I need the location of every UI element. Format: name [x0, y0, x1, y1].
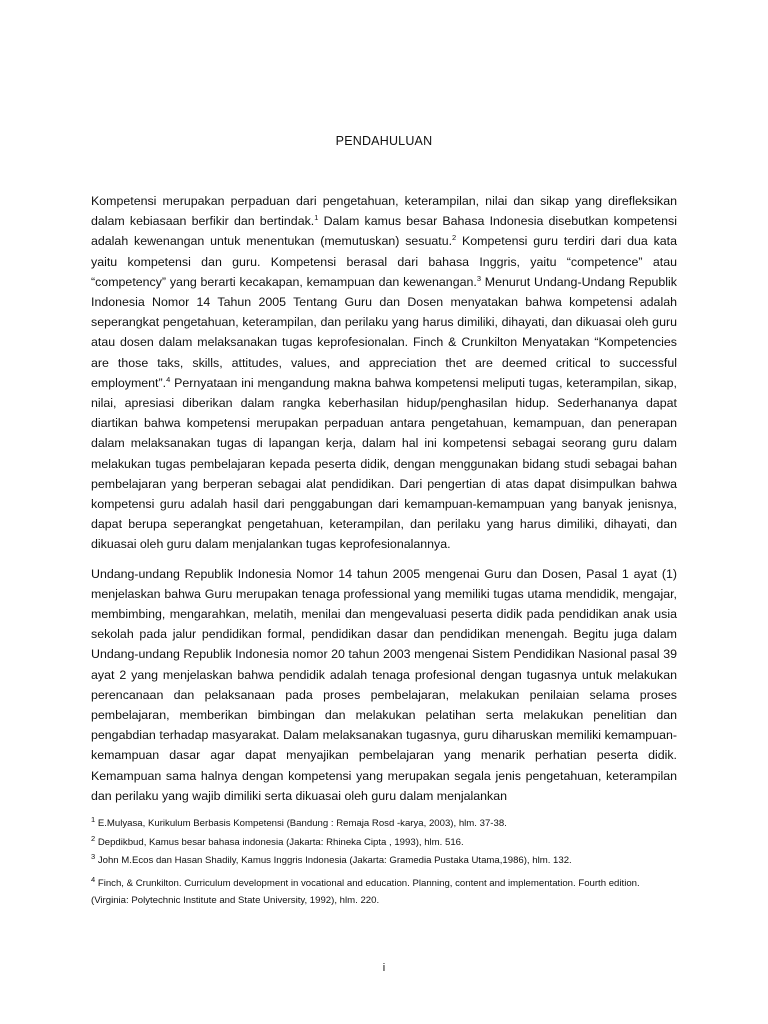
paragraph-1-part-3: Kompetensi guru terdiri dari dua kata yaitu kompetensi dan guru. Kompetensi berasal dari bahasa Inggris, yaitu “competence” atau “competency” yang berarti kecakapan, kemampuan dan kewenangan.: [91, 234, 677, 289]
paragraph-1-part-4: Menurut Undang-Undang Republik Indonesia Nomor 14 Tahun 2005 Tentang Guru dan Dosen menyatakan bahwa kompetensi adalah seperangkat pengetahuan, keterampilan, dan perilaku yang harus dimiliki, dihayati, dan dikuasai oleh guru atau dosen dalam melaksanakan tugas keprofesionalan. Finch & Crunkilton Menyatakan “Kompetencies are those taks, skills, attitudes, values, and appreciation thet are deemed critical to successful employment”.: [91, 274, 677, 390]
footnote-mark: 1: [91, 814, 96, 824]
footnote-ref-3: 3: [476, 273, 481, 283]
footnotes: [91, 814, 677, 916]
body-text: [91, 191, 677, 806]
paragraph-1-part-1: Kompetensi merupakan perpaduan dari pengetahuan, keterampilan, nilai dan sikap yang direfleksikan dalam kebiasaan berfikir dan bertindak.: [91, 194, 677, 229]
footnote-ref-1: 1: [314, 213, 319, 223]
footnote-text: Depdikbud, Kamus besar bahasa indonesia (Jakarta: Rhineka Cipta , 1993), hlm. 516.: [95, 836, 464, 848]
footnote-text: Finch, & Crunkilton. Curriculum development in vocational and education. Planning, content and implementation. Fourth edition. (Virginia: Polytechnic Institute and State University, 1992), hlm. 220.: [91, 878, 640, 906]
page-number: i: [382, 962, 386, 974]
paragraph-2: Undang-undang Republik Indonesia Nomor 14 tahun 2005 mengenai Guru dan Dosen, Pasal 1 ayat (1) menjelaskan bahwa Guru merupakan tenaga professional yang memiliki tugas utama mendidik, mengajar, membimbing, mengarahkan, melatih, menilai dan mengevaluasi peserta didik pada pendidikan anak usia sekolah pada jalur pendidikan formal, pendidikan dasar dan pendidikan menengah. Begitu juga dalam Undang-undang Republik Indonesia nomor 20 tahun 2003 mengenai Sistem Pendidikan Nasional pasal 39 ayat 2 yang menjelaskan bahwa pendidik adalah tenaga profesional dengan tugasnya untuk melakukan perencanaan dan pelaksanaan pada proses pembelajaran, melakukan penilaian selama proses pembelajaran, memberikan bimbingan dan melakukan pelatihan serta melakukan penelitian dan pengabdian terhadap masyarakat. Dalam melaksanakan tugasnya, guru diharuskan memiliki kemampuan-kemampuan dasar agar dapat menyajikan pembelajaran yang menarik perhatian peserta didik. Kemampuan sama halnya dengan kompetensi yang merupakan segala jenis pengetahuan, keterampilan dan perilaku yang wajib dimiliki serta dikuasai oleh guru dalam menjalankan: [91, 566, 677, 803]
footnote-mark: 4: [91, 874, 96, 884]
footnote-4: [91, 875, 677, 909]
footnote-1: [91, 814, 677, 830]
footnote-2: [91, 833, 677, 849]
footnote-ref-4: 4: [166, 374, 171, 384]
page-title: PENDAHULUAN: [335, 134, 433, 148]
footnote-3: [91, 851, 677, 867]
footnote-text: John M.Ecos dan Hasan Shadily, Kamus Inggris Indonesia (Jakarta: Gramedia Pustaka Utama,1986), hlm. 132.: [95, 855, 572, 866]
footnote-mark: 2: [91, 833, 96, 843]
paragraph-1: [91, 191, 677, 555]
paragraph-1-part-5: Pernyataan ini mengandung makna bahwa kompetensi meliputi tugas, keterampilan, sikap, nilai, apresiasi diberikan dalam rangka keberhasilan hidup/penghasilan hidup. Sederhananya dapat diartikan bahwa kompetensi merupakan perpaduan antara pengetahuan, kemampuan, dan penerapan dalam melaksanakan tugas di lapangan kerja, dalam hal ini kompetensi sebagai seorang guru dalam melakukan tugas pembelajaran kepada peserta didik, dengan menggunakan bidang studi sebagai bahan pembelajaran yang berperan sebagai alat pendidikan. Dari pengertian di atas dapat disimpulkan bahwa kompetensi guru adalah hasil dari penggabungan dari kemampuan-kemampuan yang banyak jenisnya, dapat berupa seperangkat pengetahuan, keterampilan, dan perilaku yang harus dimiliki, dihayati, dan dikuasai oleh guru dalam menjalankan tugas keprofesionalannya.: [91, 375, 677, 552]
footnote-mark: 3: [91, 851, 96, 861]
footnote-text: E.Mulyasa, Kurikulum Berbasis Kompetensi (Bandung : Remaja Rosd -karya, 2003), hlm. 37-38.: [95, 818, 507, 829]
footnote-ref-2: 2: [452, 233, 457, 243]
paragraph-1-part-2: Dalam kamus besar Bahasa Indonesia disebutkan kompetensi adalah kewenangan untuk menentukan (memutuskan) sesuatu.: [91, 214, 677, 249]
